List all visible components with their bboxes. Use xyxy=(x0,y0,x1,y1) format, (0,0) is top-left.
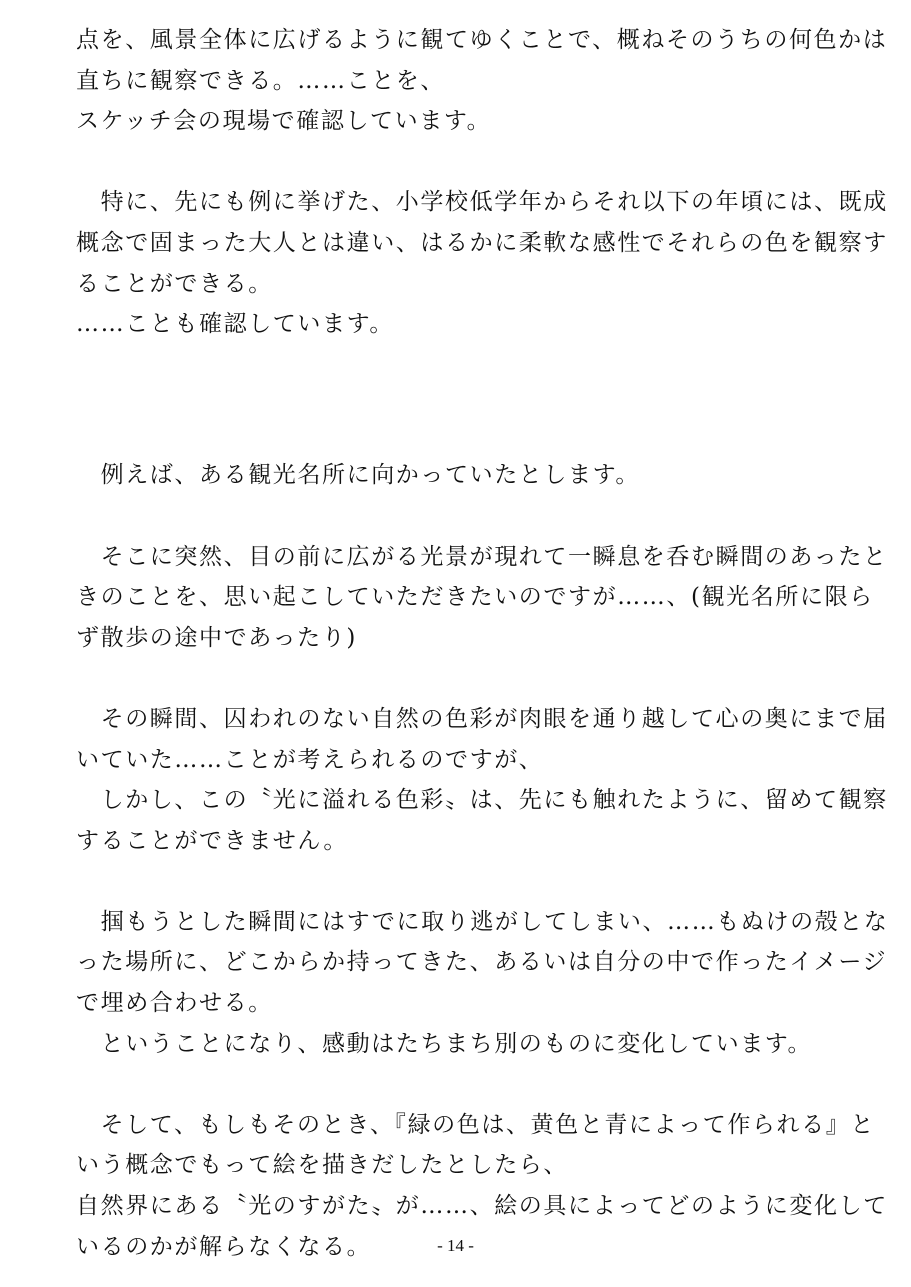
text-line: しかし、この〝光に溢れる色彩〟は、先にも触れたように、留めて観察 xyxy=(76,787,888,814)
text-line: 特に、先にも例に挙げた、小学校低学年からそれ以下の年頃には、既成 xyxy=(76,189,888,216)
text-line: スケッチ会の現場で確認しています。 xyxy=(76,108,492,135)
paragraph-gap xyxy=(76,1064,846,1105)
text-line: ず散歩の途中であったり) xyxy=(76,624,357,651)
text-line: ……ことも確認しています。 xyxy=(76,311,394,338)
text-line: 直ちに観察できる。……ことを、 xyxy=(76,67,445,94)
paragraph-gap xyxy=(76,142,846,183)
paragraph-gap xyxy=(76,658,846,699)
text-line: その瞬間、囚われのない自然の色彩が肉眼を通り越して心の奥にまで届 xyxy=(76,705,888,732)
text-line: 自然界にある〝光のすがた〟が……、絵の具によってどのように変化して xyxy=(76,1193,888,1220)
text-line: 例えば、ある観光名所に向かっていたとします。 xyxy=(76,462,640,489)
text-line: った場所に、どこからか持ってきた、あるいは自分の中で作ったイメージ xyxy=(76,949,888,976)
text-line: きのことを、思い起こしていただきたいのですが……、(観光名所に限ら xyxy=(76,584,874,611)
paragraph-gap xyxy=(76,345,846,415)
text-line: いう概念でもって絵を描きだしたとしたら、 xyxy=(76,1152,568,1179)
text-line: そこに突然、目の前に広がる光景が現れて一瞬息を呑む瞬間のあったと xyxy=(76,543,888,570)
text-line: 概念で固まった大人とは違い、はるかに柔軟な感性でそれらの色を観察す xyxy=(76,229,888,256)
text-line: いていた……ことが考えられるのですが、 xyxy=(76,746,544,773)
text-line: 掴もうとした瞬間にはすでに取り逃がしてしまい、……もぬけの殻とな xyxy=(76,908,889,935)
text-line: そして、もしもそのとき、『緑の色は、黄色と青によって作られる』と xyxy=(76,1111,875,1138)
paragraph-5 xyxy=(76,699,888,861)
text-line: いるのかが解らなくなる。 xyxy=(76,1233,372,1260)
body-text xyxy=(76,20,889,1267)
paragraph-1 xyxy=(76,20,888,142)
paragraph-gap xyxy=(76,496,846,537)
paragraph-6 xyxy=(76,902,889,1064)
text-line: で埋め合わせる。 xyxy=(76,990,273,1017)
paragraph-4 xyxy=(76,537,888,659)
text-line: ることができる。 xyxy=(76,270,273,297)
paragraph-gap xyxy=(76,415,846,456)
text-line: することができません。 xyxy=(76,827,348,854)
page-number: - 14 - xyxy=(437,1236,474,1255)
paragraph-gap xyxy=(76,861,846,902)
paragraph-3 xyxy=(76,455,846,496)
text-line: ということになり、感動はたちまち別のものに変化しています。 xyxy=(76,1030,813,1057)
paragraph-2 xyxy=(76,182,888,344)
text-line: 点を、風景全体に広げるように観てゆくことで、概ねそのうちの何色かは xyxy=(76,27,888,53)
